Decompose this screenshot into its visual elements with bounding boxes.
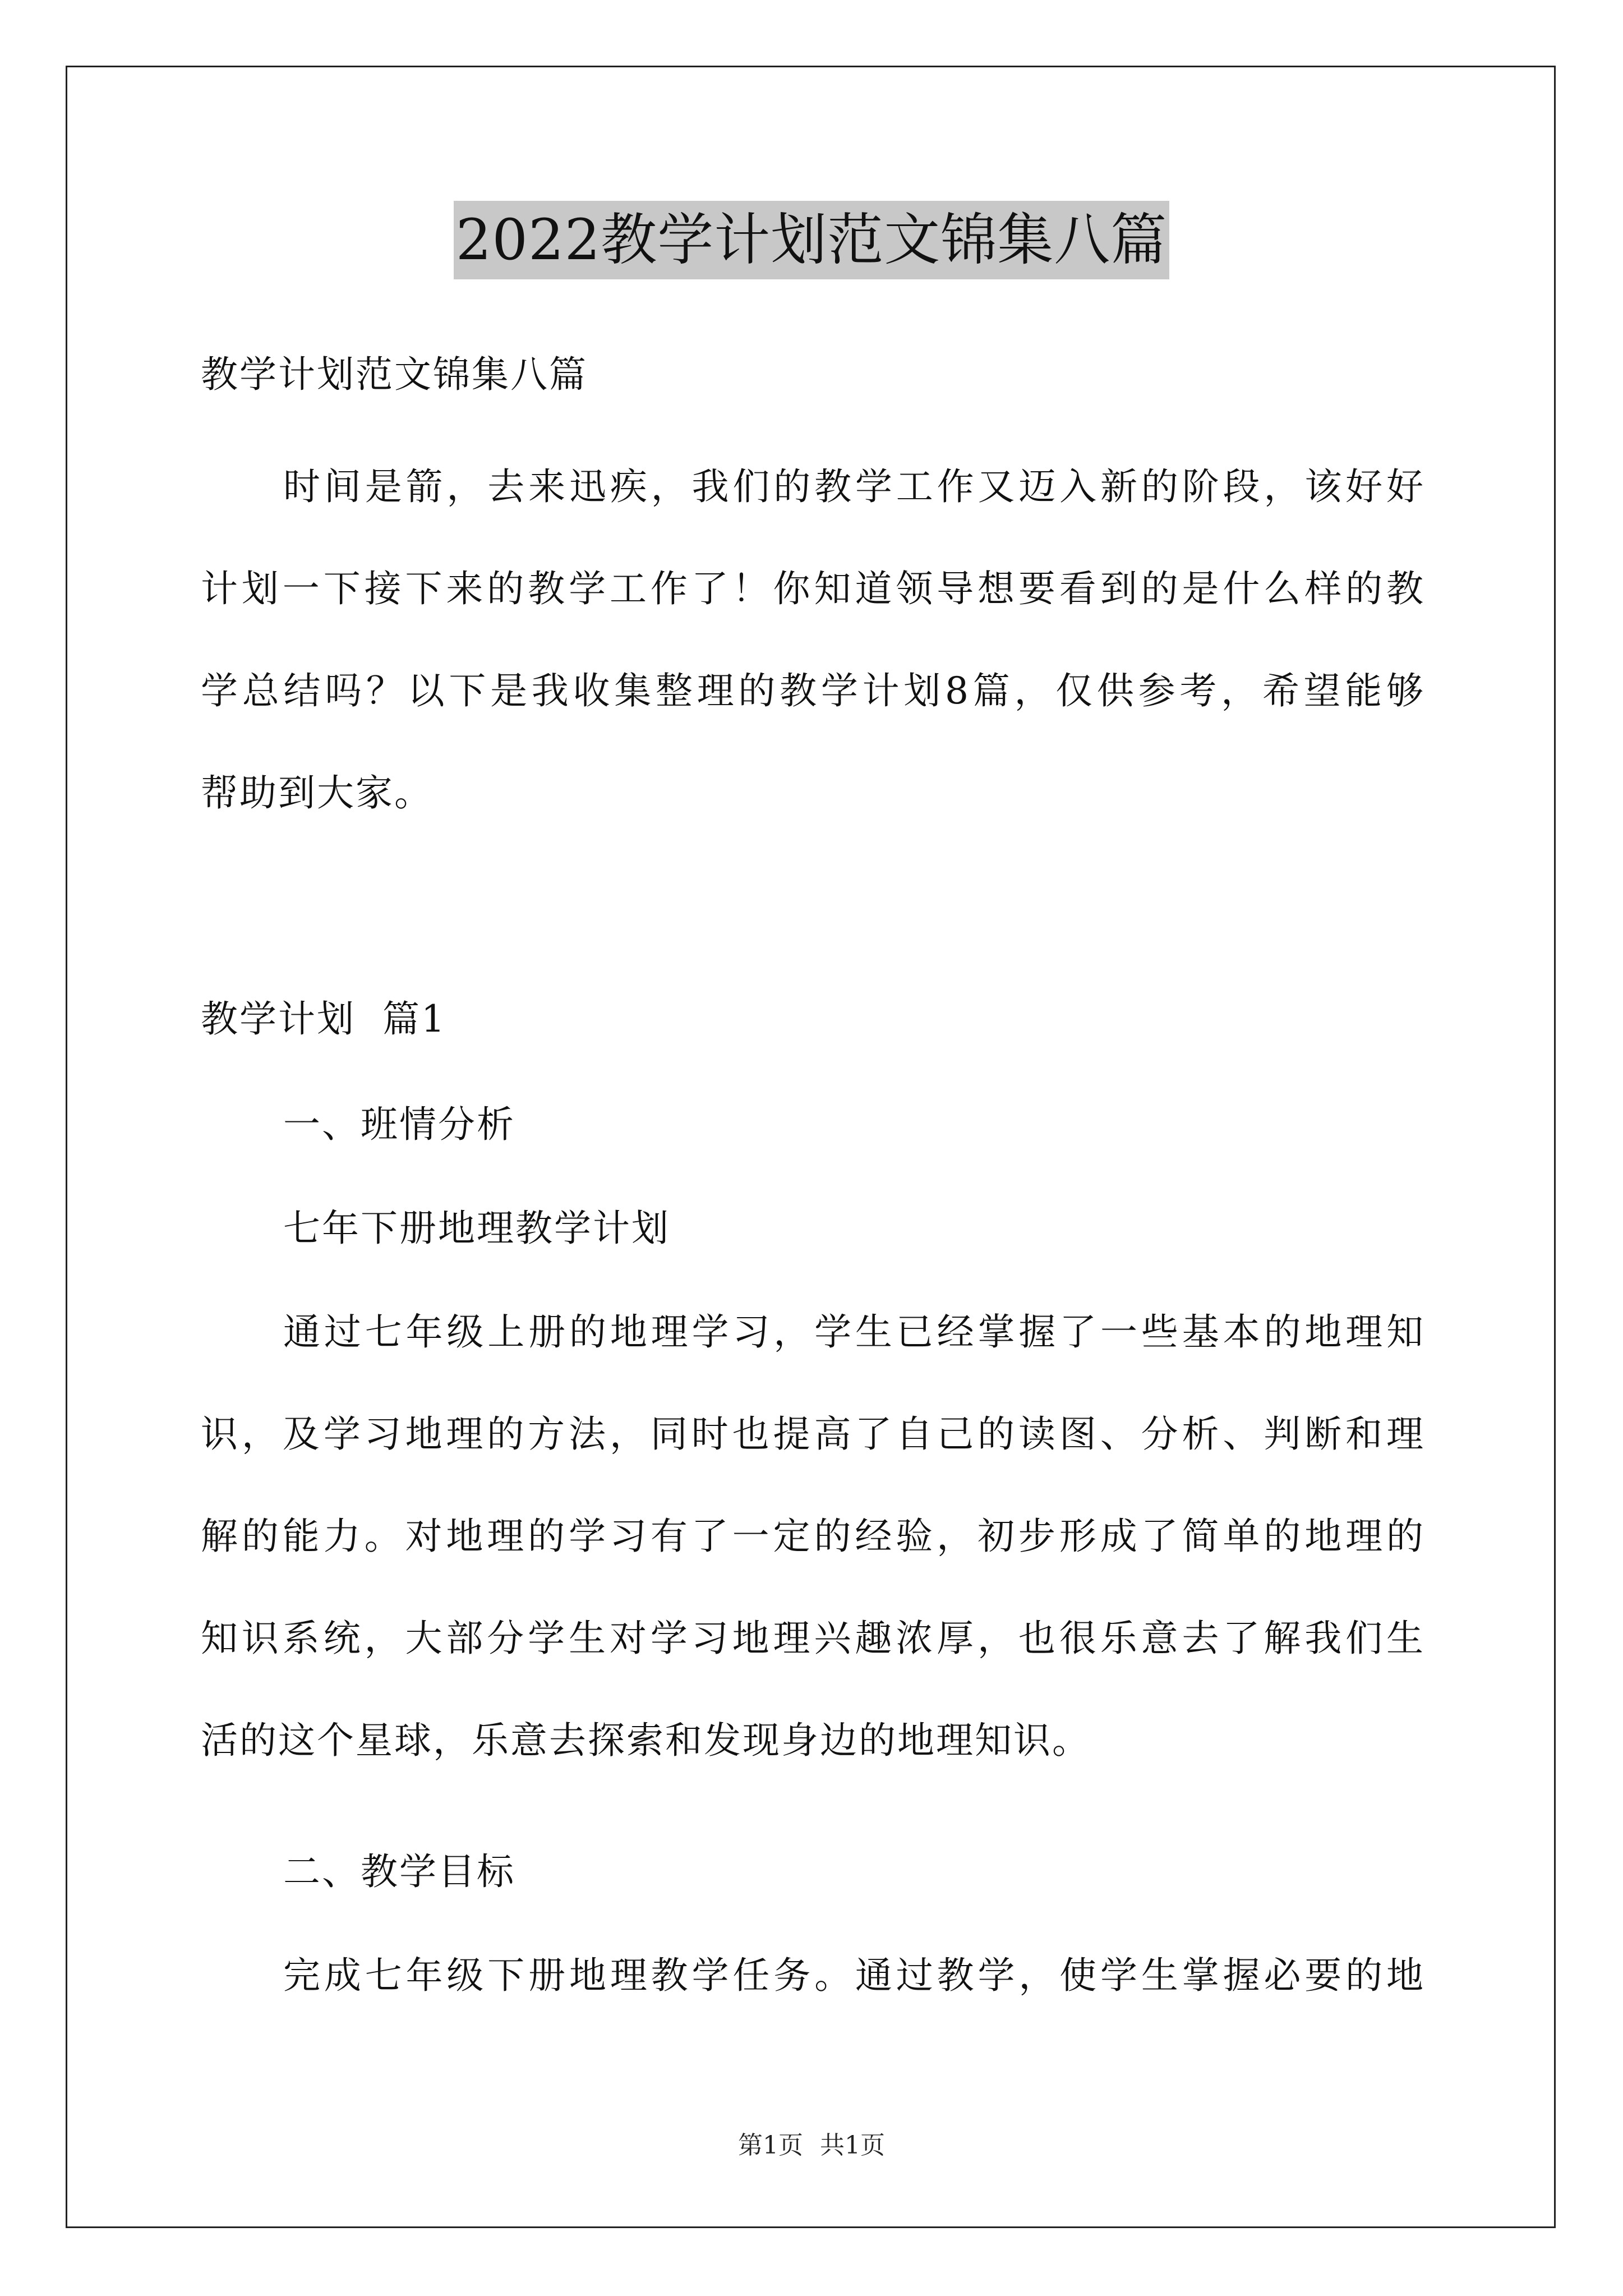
document-title: 2022教学计划范文锦集八篇 — [454, 201, 1170, 279]
page-number: 第1页 — [738, 2131, 803, 2160]
heading-teaching-goals: 二、教学目标 — [283, 1850, 515, 1893]
para1-line-2: 识，及学习地理的方法，同时也提高了自己的读图、分析、判断和理 — [201, 1412, 1425, 1456]
intro-line-2: 计划一下接下来的教学工作了！你知道领导想要看到的是什么样的教 — [201, 567, 1425, 610]
para1-line-1: 通过七年级上册的地理学习，学生已经掌握了一些基本的地理知 — [283, 1310, 1425, 1354]
document-subtitle: 教学计划范文锦集八篇 — [201, 353, 588, 396]
title-block — [0, 201, 1623, 279]
page-footer — [0, 2129, 1623, 2162]
para1-line-5: 活的这个星球，乐意去探索和发现身边的地理知识。 — [201, 1719, 1091, 1762]
intro-line-1: 时间是箭，去来迅疾，我们的教学工作又迈入新的阶段，该好好 — [283, 465, 1425, 508]
intro-line-4: 帮助到大家。 — [201, 771, 433, 815]
heading-class-analysis: 一、班情分析 — [283, 1103, 515, 1146]
page-total: 共1页 — [820, 2131, 885, 2160]
para1-line-4: 知识系统，大部分学生对学习地理兴趣浓厚，也很乐意去了解我们生 — [201, 1617, 1425, 1660]
para1-line-3: 解的能力。对地理的学习有了一定的经验，初步形成了简单的地理的 — [201, 1515, 1425, 1558]
heading-class-analysis-sub: 七年下册地理教学计划 — [283, 1207, 670, 1250]
section-title: 教学计划 篇1 — [201, 997, 446, 1041]
intro-line-3: 学总结吗？以下是我收集整理的教学计划8篇，仅供参考，希望能够 — [201, 669, 1425, 712]
para2-line-1: 完成七年级下册地理教学任务。通过教学，使学生掌握必要的地 — [283, 1954, 1425, 1997]
